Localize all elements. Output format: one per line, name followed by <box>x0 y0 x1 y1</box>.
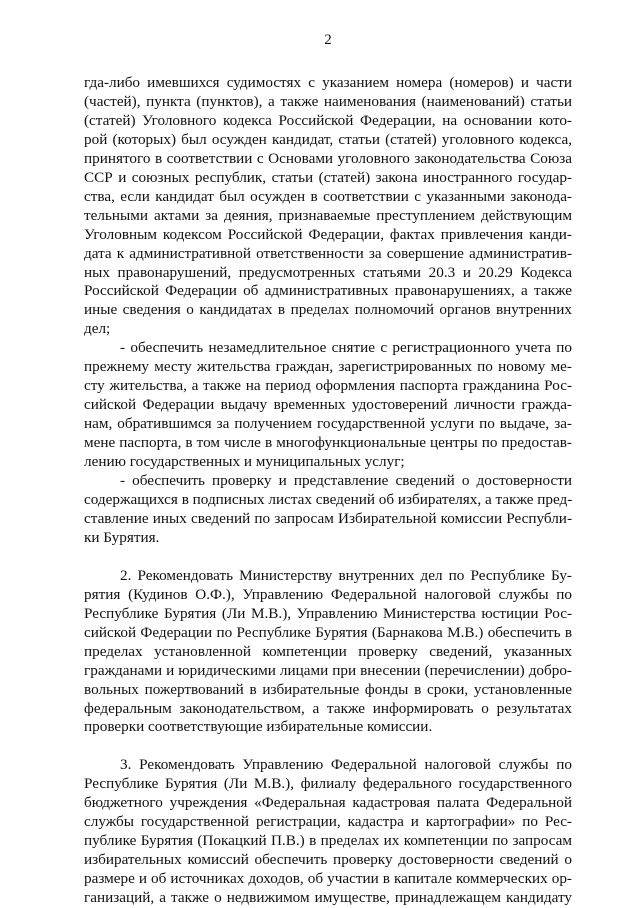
text-line: Республике Бурятия (Ли М.В.), филиалу федерального государственного <box>84 775 572 793</box>
paragraph-1 <box>84 74 572 339</box>
text-line: службы государственной регистрации, кадастра и картографии» по Рес- <box>84 813 572 831</box>
text-line: федеральным законодательством, а также информировать о результатах <box>84 699 572 717</box>
text-line: пределах установленной компетенции проверку сведений, указанных <box>84 642 572 660</box>
text-line: избирательных комиссий обеспечить проверку достоверности сведений о <box>84 851 572 869</box>
text-line: 2. Рекомендовать Министерству внутренних дел по Республике Бу- <box>120 566 572 584</box>
text-line: содержащихся в подписных листах сведений об избирателях, а также пред- <box>84 490 572 508</box>
text-line: иные сведения о кандидатах в пределах полномочий органов внутренних <box>84 301 572 319</box>
paragraph-item-2 <box>84 567 572 738</box>
text-line: бюджетного учреждения «Федеральная кадастровая палата Федеральной <box>84 794 572 812</box>
text-line: гда-либо имевшихся судимостях с указанием номера (номеров) и части <box>84 74 572 91</box>
text-line: проверки соответствующие избирательные комиссии. <box>84 718 433 736</box>
text-line: Российской Федерации об административных правонарушениях, а также <box>84 282 572 300</box>
text-line: ганизаций, а также о недвижимом имуществе, принадлежащем кандидату <box>84 889 572 907</box>
text-line: лению государственных и муниципальных услуг; <box>84 453 405 471</box>
text-line: - обеспечить проверку и представление сведений о достоверности <box>120 472 572 490</box>
text-line: Уголовным кодексом Российской Федерации, фактах привлечения канди- <box>84 225 572 243</box>
text-line: ства, если кандидат был осужден в соответствии с указанными законода- <box>84 187 572 205</box>
text-line: гражданами и юридическими лицами при внесении (перечислении) добро- <box>84 661 572 679</box>
text-line: ССР и союзных республик, статьи (статей) закона иностранного государ- <box>84 168 572 186</box>
document-page <box>84 30 572 908</box>
text-line: размере и об источниках доходов, об участии в капитале коммерческих ор- <box>84 870 572 888</box>
text-line: дел; <box>84 320 111 338</box>
paragraph-3 <box>84 472 572 548</box>
text-line: сту жительства, а также на период оформления паспорта гражданина Рос- <box>84 377 572 395</box>
text-line: мене паспорта, в том числе в многофункциональные центры по предостав- <box>84 434 572 452</box>
text-line: Республике Бурятия (Ли М.В.), Управлению Министерства юстиции Рос- <box>84 604 572 622</box>
text-line: сийской Федерации по Республике Бурятия (Барнакова М.В.) обеспечить в <box>84 623 572 641</box>
text-line: сийской Федерации выдачу временных удостоверений личности гражда- <box>84 396 572 414</box>
page-number: 2 <box>324 32 332 48</box>
text-line: рятия (Кудинов О.Ф.), Управлению Федеральной налоговой службы по <box>84 585 572 603</box>
text-line: - обеспечить незамедлительное снятие с регистрационного учета по <box>120 339 572 357</box>
paragraph-gap <box>84 737 572 756</box>
paragraph-gap <box>84 548 572 567</box>
text-line: вольных пожертвований в избирательные фонды в сроки, установленные <box>84 680 572 698</box>
text-line: рой (которых) был осужден кандидат, статьи (статей) уголовного кодекса, <box>84 130 572 148</box>
text-line: нам, обратившимся за получением государственной услуги по выдаче, за- <box>84 415 572 433</box>
text-line: публике Бурятия (Покацкий П.В.) в пределах их компетенции по запросам <box>84 832 572 850</box>
text-line: принятого в соответствии с Основами уголовного законодательства Союза <box>84 149 572 167</box>
text-line: дата к административной ответственности за совершение административ- <box>84 244 572 262</box>
text-line: ставление иных сведений по запросам Избирательной комиссии Республи- <box>84 509 572 527</box>
text-line: ных правонарушений, предусмотренных статьями 20.3 и 20.29 Кодекса <box>84 263 572 281</box>
text-line: прежнему месту жительства граждан, зарегистрированных по новому ме- <box>84 358 572 376</box>
text-line: 3. Рекомендовать Управлению Федеральной налоговой службы по <box>120 756 572 774</box>
text-line: ки Бурятия. <box>84 528 160 546</box>
text-line: (частей), пункта (пунктов), а также наименования (наименований) статьи <box>84 92 572 110</box>
text-line: тельными актами за деяния, признаваемые преступлением действующим <box>84 206 572 224</box>
paragraph-2 <box>84 339 572 472</box>
paragraph-item-3 <box>84 756 572 908</box>
text-line: (статей) Уголовного кодекса Российской Федерации, на основании кото- <box>84 111 572 129</box>
